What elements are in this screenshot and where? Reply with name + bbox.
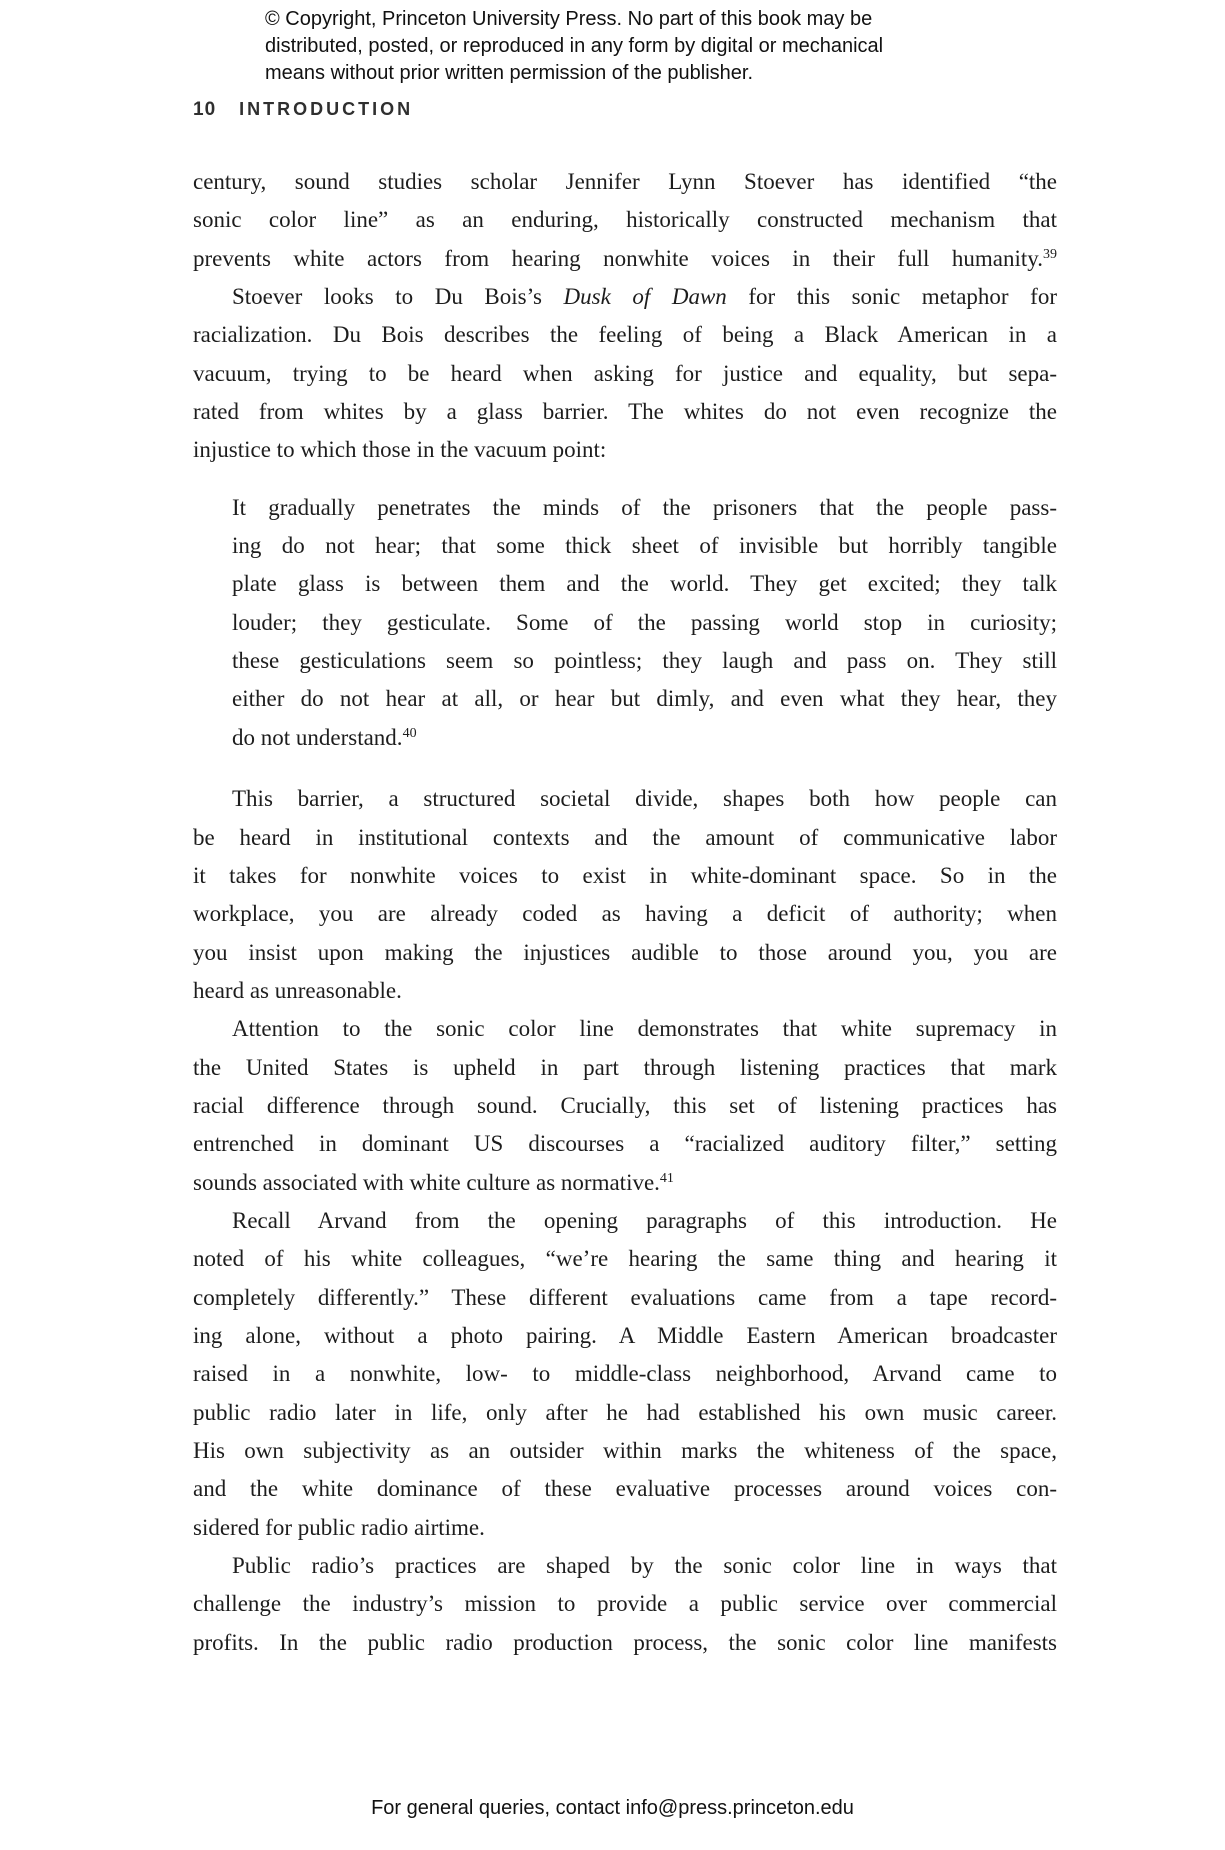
text-segment: Recall Arvand from the opening paragraphs of this introduction. He — [232, 1207, 1057, 1233]
text-line — [193, 1279, 1057, 1317]
text-segment: injustice to which those in the vacuum point: — [193, 437, 607, 463]
footnote-reference: 40 — [402, 725, 417, 741]
paragraph — [193, 1202, 1057, 1547]
text-line — [193, 1547, 1057, 1585]
paragraph — [193, 780, 1057, 1010]
paragraph — [193, 1010, 1057, 1202]
text-segment: It gradually penetrates the minds of the prisoners that the people pass- — [232, 494, 1057, 520]
text-line — [193, 240, 1057, 278]
text-segment: prevents white actors from hearing nonwhite voices in their full humanity. — [193, 245, 1043, 271]
text-line — [193, 1202, 1057, 1240]
chapter-title: INTRODUCTION — [239, 99, 414, 119]
text-segment: do not understand. — [232, 724, 403, 750]
text-segment: public radio later in life, only after he had established his own music career. — [193, 1399, 1057, 1425]
block-quote — [232, 489, 1057, 757]
text-segment: and the white dominance of these evaluative processes around voices con- — [193, 1476, 1057, 1502]
text-segment: heard as unreasonable. — [193, 977, 402, 1003]
text-line — [193, 1624, 1057, 1662]
text-segment: sounds associated with white culture as normative. — [193, 1169, 660, 1195]
text-line — [193, 1394, 1057, 1432]
text-segment: entrenched in dominant US discourses a “racialized auditory filter,” setting — [193, 1131, 1057, 1157]
text-segment: completely differently.” These different evaluations came from a tape record- — [193, 1284, 1057, 1310]
text-line — [193, 1049, 1057, 1087]
running-head — [193, 99, 413, 121]
text-segment: either do not hear at all, or hear but dimly, and even what they hear, they — [232, 686, 1057, 712]
text-line — [193, 1432, 1057, 1470]
text-segment: these gesticulations seem so pointless; they laugh and pass on. They still — [232, 648, 1057, 674]
text-line — [232, 642, 1057, 680]
text-segment: sonic color line” as an enduring, historically constructed mechanism that — [193, 207, 1057, 233]
text-segment: This barrier, a structured societal divide, shapes both how people can — [232, 786, 1057, 812]
text-segment: Stoever looks to Du Bois’s — [232, 284, 564, 310]
text-segment: challenge the industry’s mission to provide a public service over commercial — [193, 1591, 1057, 1617]
text-line — [193, 1010, 1057, 1048]
body-text — [193, 163, 1057, 1662]
footnote-reference: 39 — [1043, 246, 1057, 262]
text-segment: Attention to the sonic color line demonstrates that white supremacy in — [232, 1016, 1057, 1042]
text-line — [193, 278, 1057, 316]
text-segment: be heard in institutional contexts and the amount of communicative labor — [193, 824, 1057, 850]
text-line — [193, 1355, 1057, 1393]
text-line — [193, 819, 1057, 857]
text-line — [193, 1125, 1057, 1163]
text-line — [193, 201, 1057, 239]
text-line — [232, 680, 1057, 718]
text-line — [193, 393, 1057, 431]
text-line — [193, 316, 1057, 354]
text-segment: racial difference through sound. Crucially, this set of listening practices has — [193, 1092, 1057, 1118]
text-segment: century, sound studies scholar Jennifer Lynn Stoever has identified “the — [193, 169, 1057, 194]
text-segment: noted of his white colleagues, “we’re hearing the same thing and hearing it — [193, 1246, 1057, 1272]
text-segment: for this sonic metaphor for — [726, 284, 1057, 310]
copyright-line: © Copyright, Princeton University Press. No part of this book may be — [265, 8, 873, 30]
paragraph — [193, 163, 1057, 278]
text-segment: sidered for public radio airtime. — [193, 1514, 485, 1540]
text-line — [193, 1164, 1057, 1202]
text-segment: you insist upon making the injustices audible to those around you, you are — [193, 939, 1057, 965]
text-line — [193, 1509, 1057, 1547]
text-line — [232, 527, 1057, 565]
text-segment: Public radio’s practices are shaped by the sonic color line in ways that — [232, 1553, 1057, 1579]
text-line — [193, 857, 1057, 895]
text-segment: ing alone, without a photo pairing. A Middle Eastern American broadcaster — [193, 1322, 1057, 1348]
text-line — [193, 1087, 1057, 1125]
italic-text: Dusk of Dawn — [563, 284, 727, 310]
text-line — [193, 1240, 1057, 1278]
footer-text: For general queries, contact info@press.princeton.edu — [371, 1797, 854, 1819]
text-line — [232, 719, 1057, 757]
paragraph — [193, 1547, 1057, 1662]
footnote-reference: 41 — [659, 1170, 674, 1186]
text-segment: raised in a nonwhite, low- to middle-class neighborhood, Arvand came to — [193, 1361, 1057, 1387]
text-segment: His own subjectivity as an outsider within marks the whiteness of the space, — [193, 1438, 1057, 1463]
text-segment: louder; they gesticulate. Some of the passing world stop in curiosity; — [232, 609, 1057, 635]
copyright-notice — [265, 6, 883, 87]
text-line — [232, 565, 1057, 603]
text-segment: rated from whites by a glass barrier. The whites do not even recognize the — [193, 399, 1057, 425]
text-segment: profits. In the public radio production process, the sonic color line manifests — [193, 1629, 1057, 1655]
text-line — [193, 1317, 1057, 1355]
text-segment: workplace, you are already coded as having a deficit of authority; when — [193, 901, 1057, 927]
text-line — [193, 431, 1057, 469]
page-number: 10 — [193, 99, 217, 120]
paragraph — [193, 278, 1057, 470]
text-segment: vacuum, trying to be heard when asking for justice and equality, but sepa- — [193, 360, 1057, 386]
text-segment: it takes for nonwhite voices to exist in white-dominant space. So in the — [193, 862, 1057, 888]
text-segment: the United States is upheld in part through listening practices that mark — [193, 1054, 1057, 1080]
copyright-line: distributed, posted, or reproduced in any form by digital or mechanical — [265, 35, 884, 57]
text-line — [193, 1585, 1057, 1623]
text-segment: racialization. Du Bois describes the feeling of being a Black American in a — [193, 322, 1057, 348]
text-segment: ing do not hear; that some thick sheet of invisible but horribly tangible — [232, 533, 1057, 559]
text-line — [232, 489, 1057, 527]
text-line — [193, 895, 1057, 933]
text-line — [193, 972, 1057, 1010]
footer-queries — [0, 1797, 1225, 1820]
text-line — [193, 355, 1057, 393]
copyright-line: means without prior written permission of the publisher. — [265, 62, 754, 84]
text-line — [232, 604, 1057, 642]
text-segment: plate glass is between them and the world. They get excited; they talk — [232, 571, 1057, 597]
text-line — [193, 780, 1057, 818]
text-line — [193, 163, 1057, 201]
text-line — [193, 934, 1057, 972]
text-line — [193, 1470, 1057, 1508]
